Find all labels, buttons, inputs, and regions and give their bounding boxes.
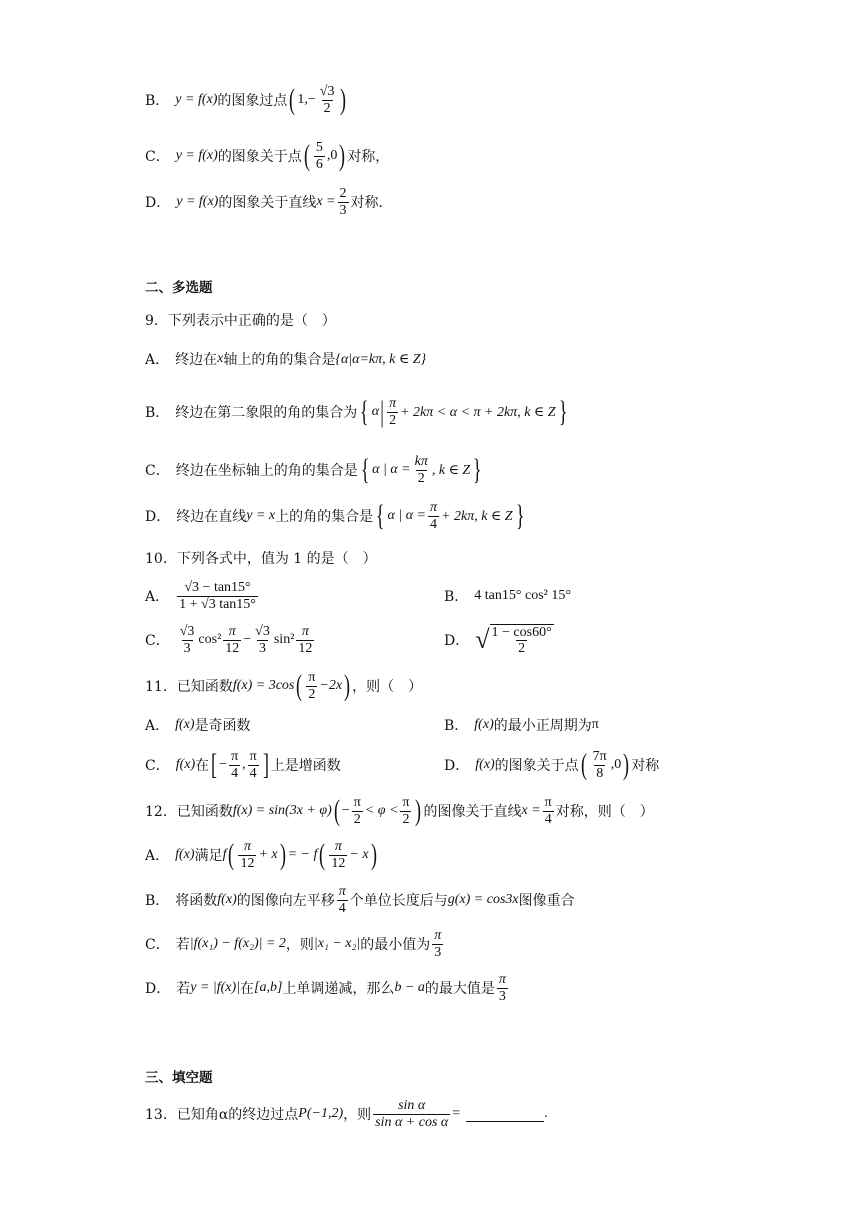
math-op: − — [341, 803, 350, 818]
q11-option-a — [145, 714, 251, 736]
option-label: A． — [145, 352, 170, 368]
question-stem: ，则 — [343, 1107, 372, 1123]
paren-right: ) — [370, 838, 377, 871]
sqrt-sign: √ — [475, 625, 490, 654]
math-expr: y = f(x) — [175, 92, 218, 107]
option-label: B． — [145, 405, 170, 421]
question-stem: 11．已知函数 — [145, 679, 233, 695]
q9-option-b — [145, 390, 570, 434]
fraction: $\frac{1 - \cos 60^\circ}{2}$ — [491, 624, 552, 656]
option-label: C． — [145, 463, 170, 479]
fraction: $\frac{√3}{3}$ — [179, 624, 195, 656]
option-text: 的图象过点 — [217, 93, 288, 109]
question-stem: ，则（ ） — [352, 679, 423, 695]
option-label: C． — [145, 937, 170, 953]
paren-right: ) — [340, 83, 347, 116]
fraction: $\frac{\pi}{2}$ — [389, 396, 397, 428]
option-label: C． — [145, 149, 170, 165]
fraction: $\frac{5}{6}$ — [315, 140, 323, 172]
option-text: 上单调递减，那么 — [282, 981, 395, 997]
fraction: $\frac{\pi}{3}$ — [498, 972, 506, 1004]
math-expr: α | α = — [372, 462, 411, 477]
math-expr: g(x) = cos3x — [447, 892, 519, 907]
option-text: 的最大值是 — [424, 981, 495, 997]
fraction: $\frac{\pi}{12}$ — [240, 839, 255, 871]
math-set: {α|α=kπ, k ∈ Z} — [335, 351, 427, 367]
brace-right: } — [515, 499, 525, 532]
fraction: $\frac{\pi}{4}$ — [249, 749, 257, 781]
fraction: $\frac{\pi}{12}$ — [298, 624, 313, 656]
math-expr: y = x — [246, 508, 276, 523]
option-label: D． — [145, 981, 171, 997]
paren-right: ) — [623, 748, 630, 781]
option-label: D． — [444, 758, 470, 774]
option-label: C． — [145, 633, 170, 649]
math-expr: − x — [349, 847, 369, 862]
bracket-left: [ — [211, 748, 218, 781]
math-expr: |x₁ − x₂| — [313, 936, 361, 951]
fraction: $\frac{\pi}{2}$ — [308, 670, 316, 702]
q10-option-b — [444, 584, 571, 608]
option-text: 的最小正周期为 — [493, 718, 592, 734]
option-text: 对称， — [347, 149, 390, 165]
question-stem: 的图像关于直线 — [423, 804, 522, 820]
math-expr: ,0 — [610, 757, 622, 772]
question-stem: 对称，则（ ） — [555, 804, 654, 820]
option-text: 的最小值为 — [360, 937, 431, 953]
option-text: 个单位长度后与 — [349, 893, 448, 909]
fraction: $\frac{\pi}{2}$ — [402, 795, 410, 827]
q12-option-c — [145, 926, 445, 962]
brace-right: } — [473, 453, 482, 486]
q12-option-b — [145, 882, 575, 918]
bracket-right: ] — [262, 748, 269, 781]
q13-stem — [145, 1094, 548, 1134]
option-text: 将函数 — [175, 893, 218, 909]
q9-option-a — [145, 344, 426, 374]
fraction: $\frac{√3}{3}$ — [255, 624, 270, 656]
paren-right: ) — [279, 838, 286, 871]
math-expr: P(−1,2) — [298, 1106, 344, 1121]
option-text: 若 — [176, 981, 191, 997]
math-expr: f(x) — [474, 717, 494, 732]
math-expr: α — [371, 404, 380, 419]
question-stem: 10．下列各式中，值为 1 的是（ ） — [145, 551, 377, 567]
option-text: 满足 — [194, 848, 223, 864]
fraction: $\frac{7\pi}{8}$ — [592, 749, 607, 781]
q11-option-c — [145, 744, 341, 786]
math-expr: f(x) — [175, 757, 196, 772]
math-expr: f — [222, 847, 227, 862]
q12-option-a — [145, 834, 379, 876]
fraction: $\frac{\pi}{4}$ — [430, 500, 438, 532]
math-expr: x = — [521, 803, 541, 818]
option-label: B． — [444, 718, 469, 734]
q11-option-d — [444, 744, 659, 786]
answer-blank[interactable] — [466, 1107, 544, 1122]
fraction: $\frac{\pi}{4}$ — [338, 884, 346, 916]
point-coord: ,0 — [326, 148, 338, 163]
fraction: $\frac{\pi}{4}$ — [544, 795, 552, 827]
q11-option-b — [444, 714, 599, 736]
option-label: C． — [145, 758, 170, 774]
q11-stem — [145, 666, 422, 706]
math-expr: + x — [258, 847, 278, 862]
brace-left: { — [360, 395, 369, 428]
option-text: 的图象关于点 — [494, 758, 579, 774]
fraction: $\frac{\pi}{12}$ — [331, 839, 346, 871]
fraction: $\frac{\text{sin α}}{\text{sin α + cos α}}$ — [375, 1098, 449, 1130]
option-label: A． — [145, 718, 170, 734]
math-expr: −2x — [319, 678, 343, 693]
fraction: $\frac{2}{3}$ — [339, 186, 347, 218]
math-expr: π — [591, 717, 599, 732]
math-expr: + 2kπ < α < π + 2kπ, k ∈ Z — [400, 404, 556, 420]
math-expr: 4 tan15° cos² 15° — [474, 588, 571, 603]
math-expr: cos² — [198, 632, 222, 647]
option-text: 上是增函数 — [270, 758, 341, 774]
paren-left: ( — [580, 748, 587, 781]
math-expr: < φ < — [364, 803, 399, 818]
q8-option-d — [145, 182, 393, 222]
fraction: $\frac{\pi}{2}$ — [353, 795, 361, 827]
q10-option-c — [145, 620, 316, 660]
math-var: x — [217, 351, 224, 366]
math-op: − — [219, 757, 228, 772]
math-expr: sin² — [273, 632, 295, 647]
option-text: 上的角的集合是 — [275, 509, 374, 525]
fraction: $\frac{√3}{2}$ — [319, 84, 335, 116]
paren-left: ( — [333, 794, 340, 827]
math-expr: , k ∈ Z — [431, 462, 471, 478]
section-title: 二、多选题 — [145, 280, 213, 296]
option-text: 对称． — [350, 195, 393, 211]
math-op: − — [243, 632, 252, 647]
q9-option-c — [145, 448, 485, 492]
fraction: $\frac{\pi}{3}$ — [434, 928, 442, 960]
math-op: = — [452, 1106, 461, 1121]
q8-option-c — [145, 134, 389, 178]
option-text: 终边在 — [175, 352, 218, 368]
option-text: 终边在直线 — [176, 509, 247, 525]
option-text: 若 — [175, 937, 190, 953]
math-expr: f(x) — [175, 847, 195, 862]
math-expr: [a,b] — [254, 980, 283, 995]
paren-left: ( — [303, 139, 310, 172]
paren-right: ) — [344, 669, 351, 702]
option-text: 终边在坐标轴上的角的集合是 — [175, 463, 358, 479]
option-label: A． — [145, 589, 170, 605]
math-expr: y = |f(x)| — [190, 980, 241, 995]
question-stem: 9．下列表示中正确的是（ ） — [145, 313, 336, 329]
math-expr: y = f(x) — [176, 194, 219, 209]
option-label: B． — [145, 93, 170, 109]
paren-right: ) — [339, 139, 346, 172]
math-expr: |f(x₁) − f(x₂)| = 2 — [189, 936, 286, 951]
option-text: 的图象关于直线 — [218, 195, 317, 211]
math-expr: f(x) = 3cos — [232, 678, 295, 693]
math-op: . — [544, 1106, 548, 1121]
q10-option-d — [444, 620, 556, 660]
math-expr: b − a — [394, 980, 425, 995]
math-op: , — [242, 757, 246, 772]
option-text: 图像重合 — [518, 893, 575, 909]
section-title: 三、填空题 — [145, 1070, 213, 1086]
q12-stem — [145, 790, 654, 832]
q12-option-d — [145, 970, 510, 1006]
paren-left: ( — [296, 669, 303, 702]
brace-right: } — [558, 395, 568, 428]
fraction: $\frac{k\pi}{2}$ — [414, 454, 428, 486]
fraction: $\frac{√3 - \tan 15^\circ}{1 + √3 \tan 15^\circ}$ — [179, 580, 256, 612]
q10-option-a — [145, 576, 260, 616]
option-text: 在 — [240, 981, 255, 997]
option-text: 终边在第二象限的角的集合为 — [175, 405, 358, 421]
option-label: D． — [444, 633, 470, 649]
option-label: D． — [145, 509, 171, 525]
paren-left: ( — [289, 83, 296, 116]
question-stem: 13．已知角α的终边过点 — [145, 1107, 299, 1123]
brace-left: { — [375, 499, 385, 532]
math-expr: f(x) = sin(3x + φ) — [232, 803, 332, 818]
option-label: D． — [145, 195, 171, 211]
option-text: 对称 — [631, 758, 660, 774]
math-expr: f(x) — [475, 757, 495, 772]
math-expr: = − f — [287, 847, 318, 862]
option-label: A． — [145, 848, 170, 864]
point-coord: 1,− — [297, 92, 316, 107]
paren-left: ( — [319, 838, 326, 871]
paren-right: ) — [415, 794, 422, 827]
option-label: B． — [145, 893, 170, 909]
q9-option-d — [145, 494, 527, 538]
math-expr: y = f(x) — [175, 148, 218, 163]
option-text: 的图像向左平移 — [236, 893, 335, 909]
option-text: 的图象关于点 — [217, 149, 302, 165]
option-label: B． — [444, 589, 469, 605]
option-text: 轴上的角的集合是 — [223, 352, 336, 368]
paren-left: ( — [228, 838, 235, 871]
brace-left: { — [360, 453, 370, 486]
option-text: ，则 — [285, 937, 314, 953]
question-stem: 12．已知函数 — [145, 804, 233, 820]
math-expr: f(x) — [217, 892, 237, 907]
q8-option-b — [145, 78, 348, 122]
math-expr: α | α = — [387, 508, 427, 523]
option-text: 在 — [195, 758, 210, 774]
math-expr: x = — [316, 194, 336, 209]
fraction: $\frac{\pi}{4}$ — [231, 749, 239, 781]
option-text: 是奇函数 — [194, 718, 251, 734]
math-expr: + 2kπ, k ∈ Z — [441, 508, 513, 524]
fraction: $\frac{\pi}{12}$ — [225, 624, 240, 656]
bar: | — [380, 395, 384, 428]
math-expr: f(x) — [175, 717, 195, 732]
